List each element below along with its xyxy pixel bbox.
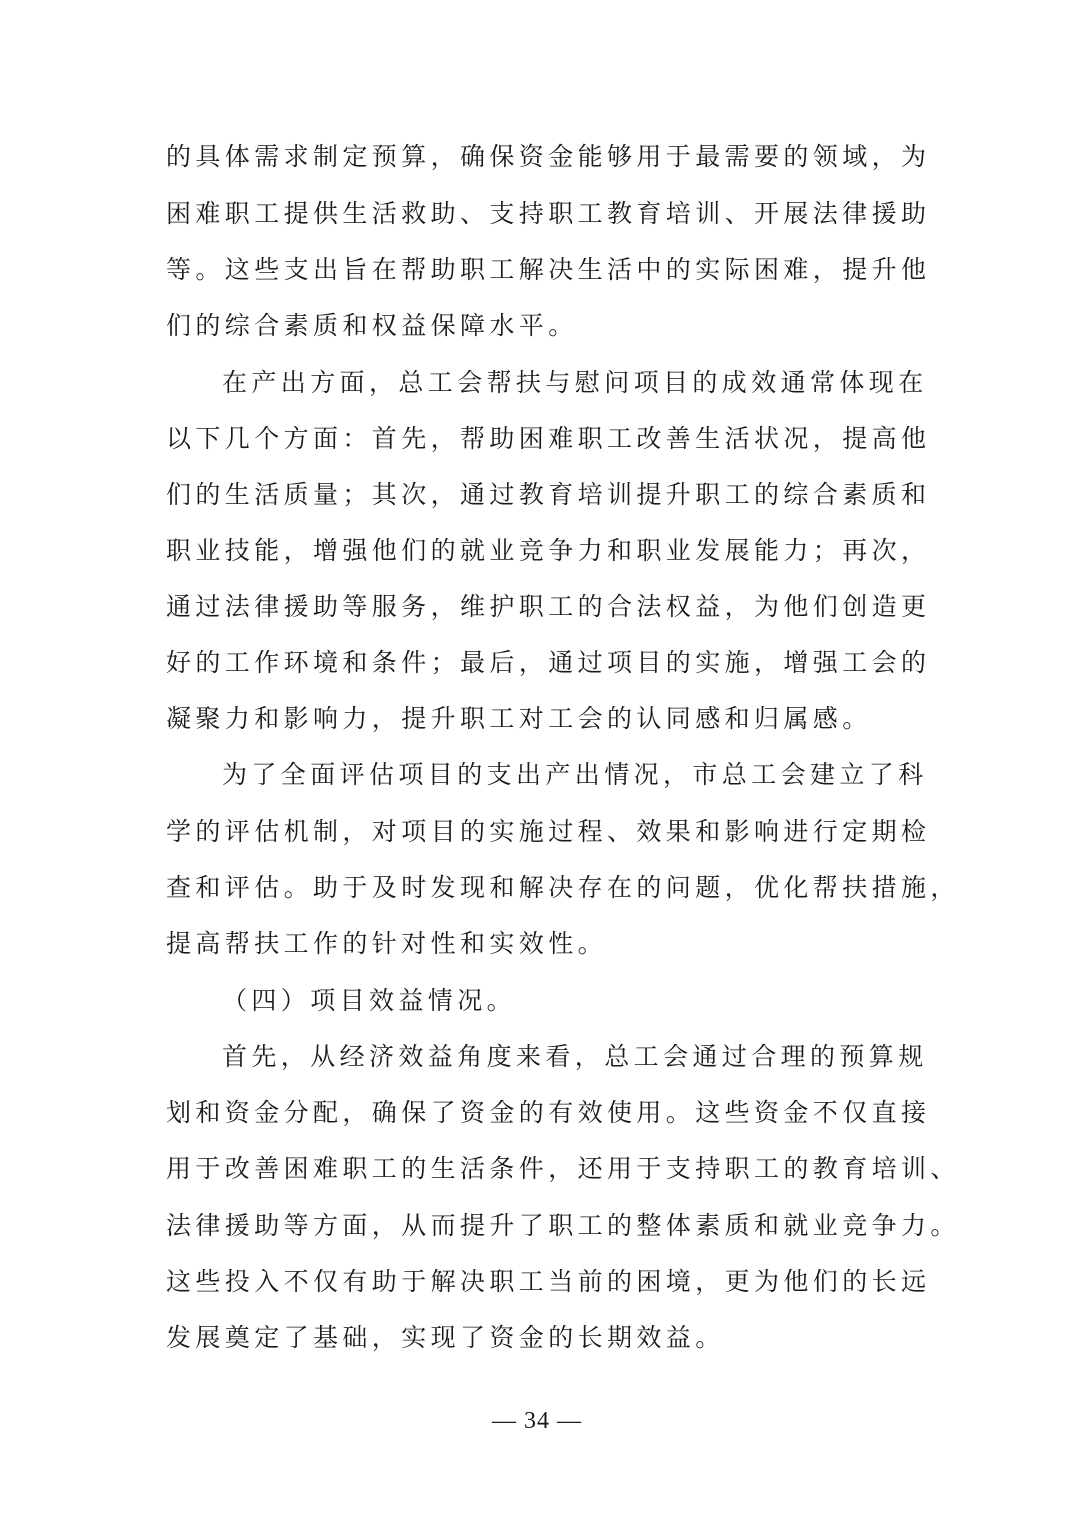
body-text-line: 们的综合素质和权益保障水平。 xyxy=(166,311,578,340)
body-text-line: 凝聚力和影响力，提升职工对工会的认同感和归属感。 xyxy=(166,704,872,733)
body-text-line: 划和资金分配，确保了资金的有效使用。这些资金不仅直接 xyxy=(166,1098,931,1127)
body-text-line: 以下几个方面：首先，帮助困难职工改善生活状况，提高他 xyxy=(166,424,931,453)
body-text-line: 用于改善困难职工的生活条件，还用于支持职工的教育培训、 xyxy=(166,1154,960,1183)
body-text-line: 们的生活质量；其次，通过教育培训提升职工的综合素质和 xyxy=(166,480,931,509)
body-text-line: 职业技能，增强他们的就业竞争力和职业发展能力；再次， xyxy=(166,536,931,565)
body-text-line: 学的评估机制，对项目的实施过程、效果和影响进行定期检 xyxy=(166,817,931,846)
body-text-line: 发展奠定了基础，实现了资金的长期效益。 xyxy=(166,1323,725,1352)
paragraph-first-line: 在产出方面，总工会帮扶与慰问项目的成效通常体现在 xyxy=(222,368,928,397)
page-number: — 34 — xyxy=(492,1408,582,1434)
paragraph-first-line: 为了全面评估项目的支出产出情况，市总工会建立了科 xyxy=(222,760,928,789)
body-text-line: 这些投入不仅有助于解决职工当前的困境，更为他们的长远 xyxy=(166,1267,931,1296)
paragraph-first-line: 首先，从经济效益角度来看，总工会通过合理的预算规 xyxy=(222,1042,928,1071)
body-text-line: 等。这些支出旨在帮助职工解决生活中的实际困难，提升他 xyxy=(166,255,931,284)
body-text-line: 困难职工提供生活救助、支持职工教育培训、开展法律援助 xyxy=(166,199,931,228)
body-text-line: 的具体需求制定预算，确保资金能够用于最需要的领域，为 xyxy=(166,142,931,171)
body-text-line: 提高帮扶工作的针对性和实效性。 xyxy=(166,929,608,958)
section-heading: （四）项目效益情况。 xyxy=(222,986,517,1015)
body-text-line: 法律援助等方面，从而提升了职工的整体素质和就业竞争力。 xyxy=(166,1211,960,1240)
body-text-line: 通过法律援助等服务，维护职工的合法权益，为他们创造更 xyxy=(166,592,931,621)
body-text-line: 好的工作环境和条件；最后，通过项目的实施，增强工会的 xyxy=(166,648,931,677)
body-text-line: 查和评估。助于及时发现和解决存在的问题，优化帮扶措施， xyxy=(166,873,960,902)
